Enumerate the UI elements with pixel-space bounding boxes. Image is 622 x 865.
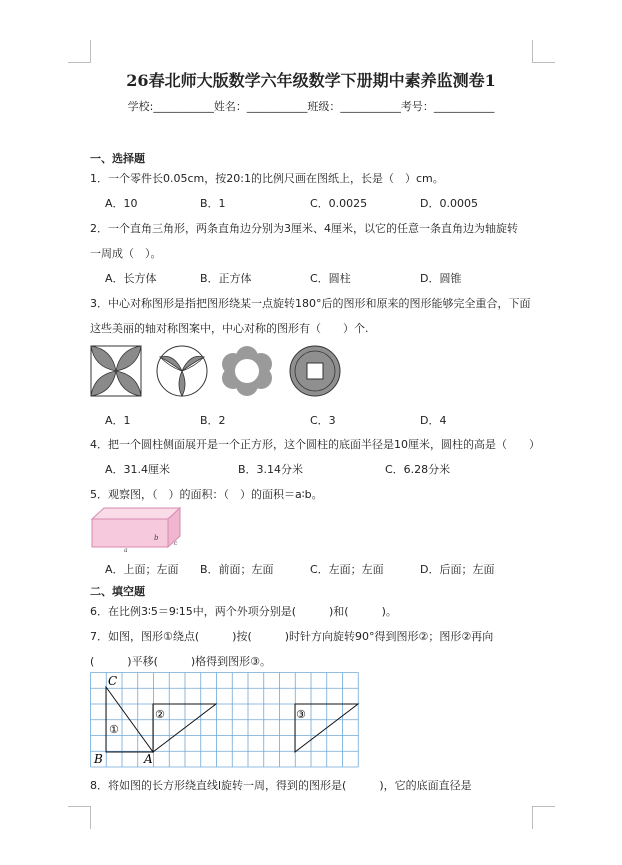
- question-6-text: 6．在比例3∶5＝9∶15中，两个外项分别是( )和( )。: [90, 605, 397, 618]
- q5-cuboid-figure: [90, 505, 190, 553]
- q3-option-d: D．4: [420, 414, 447, 427]
- crop-mark-bottom-left: [68, 806, 91, 829]
- question-8-text: 8．将如图的长方形绕直线l旋转一周，得到的图形是( )，它的底面直径是: [90, 779, 472, 792]
- question-7-text-line2: ( )平移( )格得到图形③。: [90, 655, 272, 668]
- q3-option-a: A．1: [105, 414, 131, 427]
- pattern-square-petals: [91, 346, 141, 396]
- question-3-text-line2: 这些美丽的轴对称图案中，中心对称的图形有（ ）个.: [90, 322, 369, 335]
- pattern-flower: [222, 346, 272, 396]
- question-2-text-line2: 一周成（ ）。: [90, 247, 162, 260]
- point-label-c: C: [108, 674, 118, 688]
- cuboid-label-c: c: [174, 540, 178, 547]
- question-2-text-line1: 2．一个直角三角形，两条直角边分别为3厘米、4厘米，以它的任意一条直角边为轴旋转: [90, 222, 518, 235]
- q1-option-c: C．0.0025: [310, 197, 368, 210]
- question-7-text-line1: 7．如图，图形①绕点( )按( )时针方向旋转90°得到图形②；图形②再向: [90, 630, 494, 643]
- q5-option-c: C．左面；左面: [310, 563, 384, 576]
- point-label-b: B: [94, 752, 103, 766]
- q2-option-a: A．长方体: [105, 272, 157, 285]
- q4-option-b: B．3.14分米: [238, 463, 304, 476]
- student-info-line: 学校:___________姓名：___________班级：___________考号：___________: [127, 100, 495, 113]
- exam-title: 26春北师大版数学六年级数学下册期中素养监测卷1: [126, 71, 496, 90]
- q2-option-d: D．圆锥: [420, 272, 462, 285]
- q2-option-c: C．圆柱: [310, 272, 351, 285]
- q1-option-a: A．10: [105, 197, 138, 210]
- question-1-text: 1．一个零件长0.05cm，按20:1的比例尺画在图纸上，长是（ ）cm。: [90, 172, 444, 185]
- q5-option-b: B．前面；左面: [200, 563, 274, 576]
- shape-2-label: ②: [155, 708, 165, 721]
- cuboid-label-b: b: [154, 534, 159, 542]
- q4-option-a: A．31.4厘米: [105, 463, 171, 476]
- grid-lines: [91, 673, 359, 768]
- q7-grid-figure: [90, 672, 372, 768]
- q2-option-b: B．正方体: [200, 272, 252, 285]
- pattern-coin: [290, 346, 340, 396]
- question-5-text: 5．观察图，（ ）的面积：（ ）的面积＝a∶b。: [90, 488, 323, 501]
- section-choice-heading: 一、选择题: [90, 152, 145, 165]
- q3-option-b: B．2: [200, 414, 226, 427]
- q5-option-d: D．后面；左面: [420, 563, 495, 576]
- cuboid-label-a: a: [124, 547, 128, 553]
- pattern-circle-three-petals: [157, 346, 207, 396]
- question-4-text: 4．把一个圆柱侧面展开是一个正方形，这个圆柱的底面半径是10厘米，圆柱的高是（ ）: [90, 438, 540, 451]
- shape-1-label: ①: [109, 723, 119, 736]
- q3-option-c: C．3: [310, 414, 336, 427]
- point-label-a: A: [144, 752, 153, 766]
- crop-mark-top-left: [68, 40, 91, 63]
- q1-option-b: B．1: [200, 197, 226, 210]
- q1-option-d: D．0.0005: [420, 197, 478, 210]
- question-3-text-line1: 3．中心对称图形是指把图形绕某一点旋转180°后的图形和原来的图形能够完全重合，下面: [90, 297, 531, 310]
- q4-option-c: C．6.28分米: [385, 463, 451, 476]
- crop-mark-bottom-right: [532, 806, 555, 829]
- section-fill-heading: 二、填空题: [90, 585, 145, 598]
- shape-3-label: ③: [296, 708, 306, 721]
- q3-pattern-figures: [90, 345, 350, 397]
- crop-mark-top-right: [532, 40, 555, 63]
- q5-option-a: A．上面；左面: [105, 563, 179, 576]
